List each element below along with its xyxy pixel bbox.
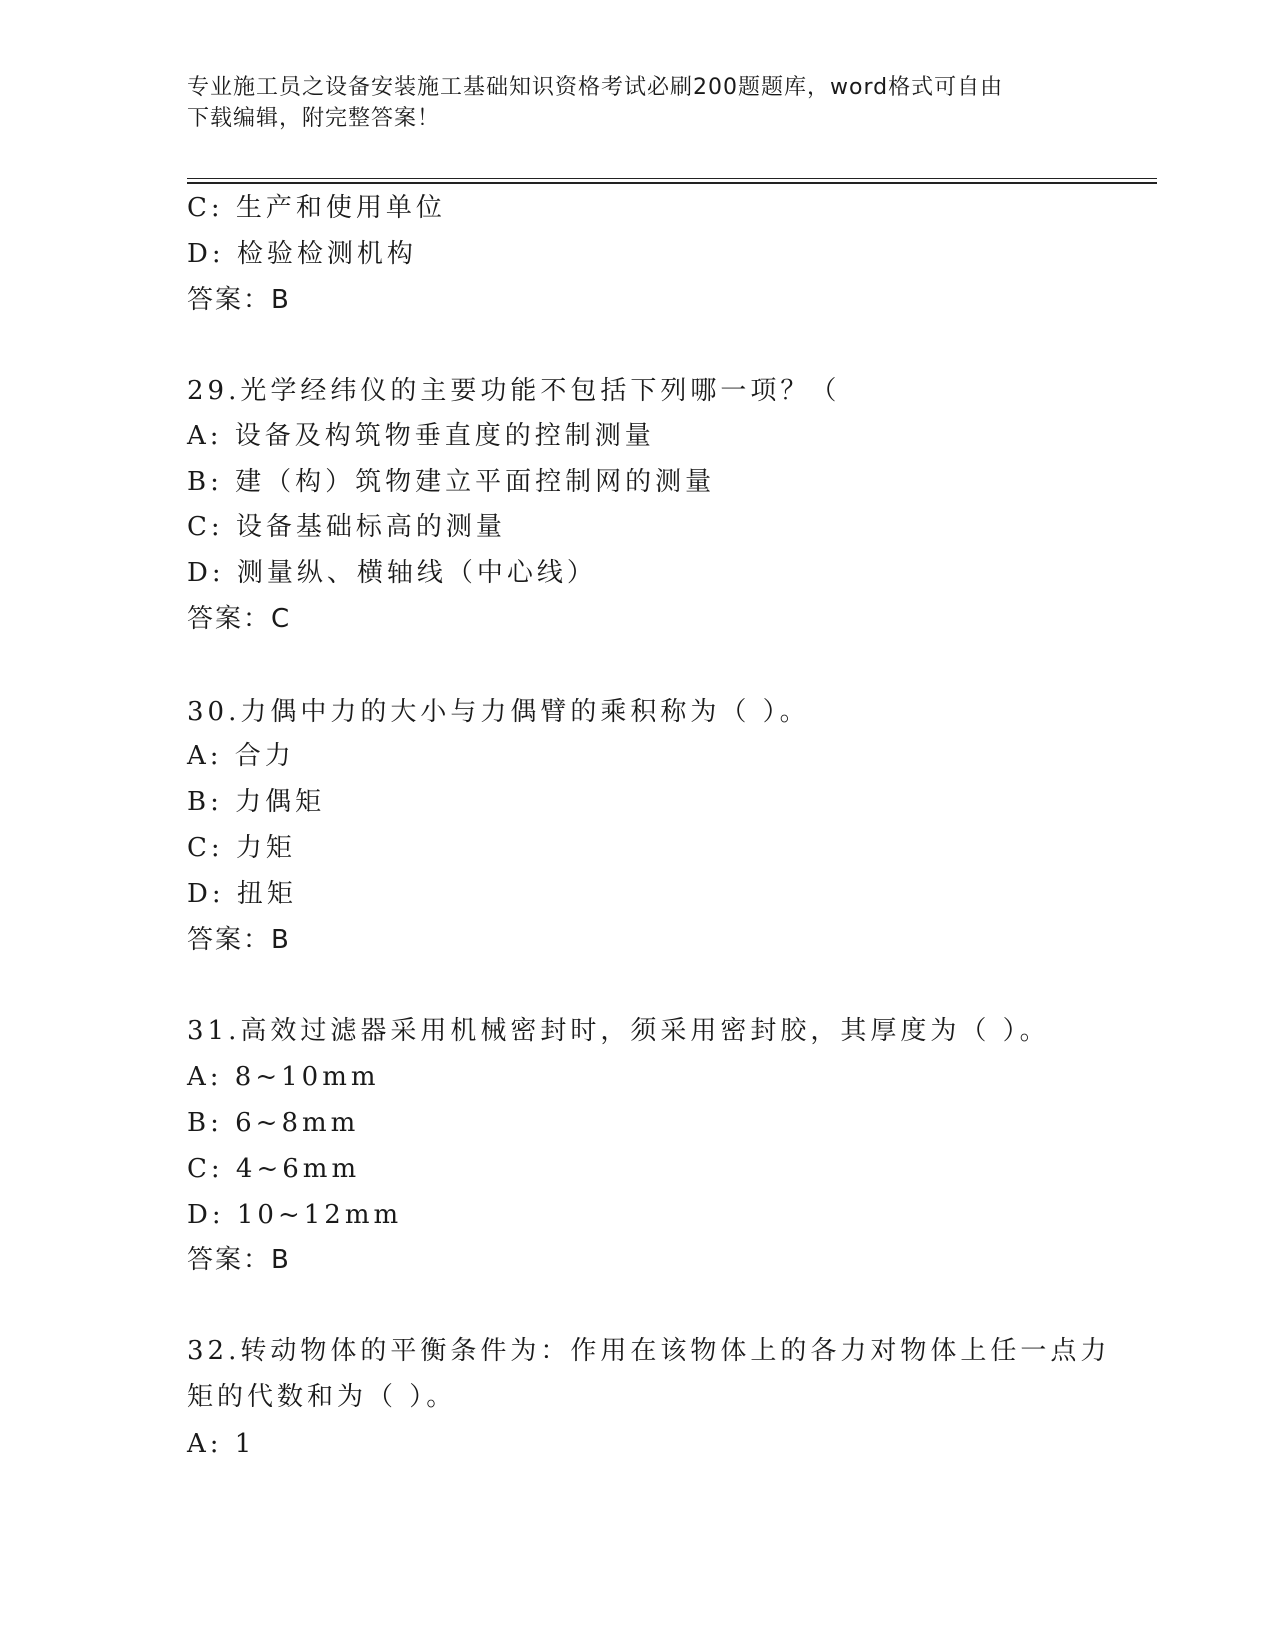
document-header [187,72,1087,134]
question-31-answer: 答案：B [187,1245,291,1275]
question-30-answer: 答案：B [187,925,291,955]
header-line-2: 下载编辑，附完整答案！ [187,106,441,131]
prev-option-d: D: 检验检测机构 [187,239,417,269]
question-32-option-a: A: 1 [187,1429,256,1459]
question-30-option-b: B: 力偶矩 [187,787,326,817]
question-29-option-a: A: 设备及构筑物垂直度的控制测量 [187,421,655,451]
question-30-option-a: A: 合力 [187,741,295,771]
header-divider-thick [187,182,1157,184]
question-31-option-b: B: 6~8mm [187,1108,360,1138]
prev-option-c: C: 生产和使用单位 [187,193,446,223]
question-29-option-d: D: 测量纵、横轴线（中心线） [187,558,597,588]
question-31-stem: 31.高效过滤器采用机械密封时，须采用密封胶，其厚度为（ ）。 [187,1016,1050,1046]
question-29-answer: 答案：C [187,604,292,634]
question-32-stem-line-2: 矩的代数和为（ ）。 [187,1382,457,1412]
question-32-stem-line-1: 32.转动物体的平衡条件为：作用在该物体上的各力对物体上任一点力 [187,1336,1111,1366]
question-29-option-b: B: 建（构）筑物建立平面控制网的测量 [187,467,716,497]
question-31-option-a: A: 8~10mm [187,1062,380,1092]
header-divider-thin [187,178,1157,179]
header-line-1: 专业施工员之设备安装施工基础知识资格考试必刷200题题库，word格式可自由 [187,75,1004,100]
question-31-option-d: D: 10~12mm [187,1200,403,1230]
question-31-option-c: C: 4~6mm [187,1154,361,1184]
question-29-option-c: C: 设备基础标高的测量 [187,512,506,542]
question-30-stem: 30.力偶中力的大小与力偶臂的乘积称为（ ）。 [187,697,810,727]
question-29-stem: 29.光学经纬仪的主要功能不包括下列哪一项？（ [187,376,841,406]
question-30-option-d: D: 扭矩 [187,879,297,909]
prev-answer: 答案：B [187,285,291,315]
question-30-option-c: C: 力矩 [187,833,296,863]
